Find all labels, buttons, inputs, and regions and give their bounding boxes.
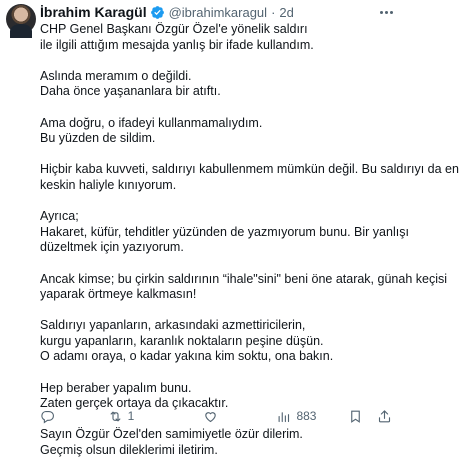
separator-dot: · [271, 4, 276, 20]
tweet-line: Hiçbir kaba kuvveti, saldırıyı kabullenmem mümkün değil. Bu saldırıyı da en [40, 162, 459, 177]
paragraph-gap [40, 256, 392, 272]
paragraph-gap [40, 194, 392, 210]
tweet-line: Aslında meramım o değildi. [40, 68, 192, 83]
tweet-line: CHP Genel Başkanı Özgür Özel'e yönelik saldırı [40, 22, 308, 36]
retweet-button[interactable] [108, 409, 203, 424]
share-icon[interactable] [377, 409, 392, 424]
tweet-line: Geçmiş olsun dileklerimi iletirim. [40, 443, 218, 458]
like-button[interactable] [203, 409, 277, 424]
tweet-line: yaparak örtmeye kalkmasın! [40, 287, 197, 302]
like-icon [203, 409, 218, 424]
tweet-line: Sayın Özgür Özel'den samimiyetle özür dilerim. [40, 427, 303, 442]
retweet-icon [108, 409, 123, 424]
handle[interactable]: @ibrahimkaragul [168, 4, 268, 20]
tweet-header [40, 3, 294, 21]
paragraph-gap [40, 53, 392, 69]
tweet-line: O adamı oraya, o kadar yakına kim soktu, ona bakın. [40, 349, 334, 364]
tweet-line: Hep beraber yapalım bunu. [40, 380, 192, 395]
tweet-text [40, 22, 459, 459]
more-icon[interactable] [376, 4, 396, 20]
bookmark-icon[interactable] [348, 409, 363, 424]
views-button[interactable] [276, 409, 348, 424]
paragraph-gap [40, 303, 392, 319]
paragraph-gap [40, 100, 392, 116]
reply-button[interactable] [40, 409, 108, 424]
reply-icon [40, 409, 55, 424]
tweet-line: ile ilgili attığım mesajda yanlış bir ifade kullandım. [40, 37, 314, 52]
tweet-line: Bu yüzden de sildim. [40, 131, 156, 146]
paragraph-gap [40, 147, 392, 163]
retweet-count: 1 [127, 409, 135, 423]
tweet-line: keskin haliyle kınıyorum. [40, 177, 177, 192]
views-count: 883 [296, 409, 317, 423]
avatar[interactable] [6, 4, 36, 34]
tweet-line: Zaten gerçek ortaya da çıkacaktır. [40, 396, 229, 411]
timestamp[interactable]: 2d [279, 4, 294, 20]
tweet-line: Saldırıyı yapanların, arkasındaki azmettiricilerin, [40, 318, 306, 333]
tweet-line: düzeltmek için yazıyorum. [40, 240, 184, 255]
secondary-actions [348, 409, 392, 424]
tweet-line: Daha önce yaşananlara bir atıftı. [40, 84, 221, 99]
tweet-line: Ayrıca; [40, 209, 79, 224]
action-bar [40, 406, 392, 426]
paragraph-gap [40, 365, 392, 381]
display-name[interactable]: İbrahim Karagül [40, 4, 147, 20]
tweet-line: kurgu yapanların, karanlık noktaların peşine düşün. [40, 333, 324, 348]
tweet-line: Ama doğru, o ifadeyi kullanmamalıydım. [40, 115, 263, 130]
tweet-line: Ancak kimse; bu çirkin saldırının “ihale"sini" beni öne atarak, günah keçisi [40, 271, 447, 286]
verified-badge-icon [150, 5, 165, 20]
views-icon [276, 409, 291, 424]
tweet-line: Hakaret, küfür, tehditler yüzünden de yazmıyorum bunu. Bir yanlışı [40, 224, 409, 239]
